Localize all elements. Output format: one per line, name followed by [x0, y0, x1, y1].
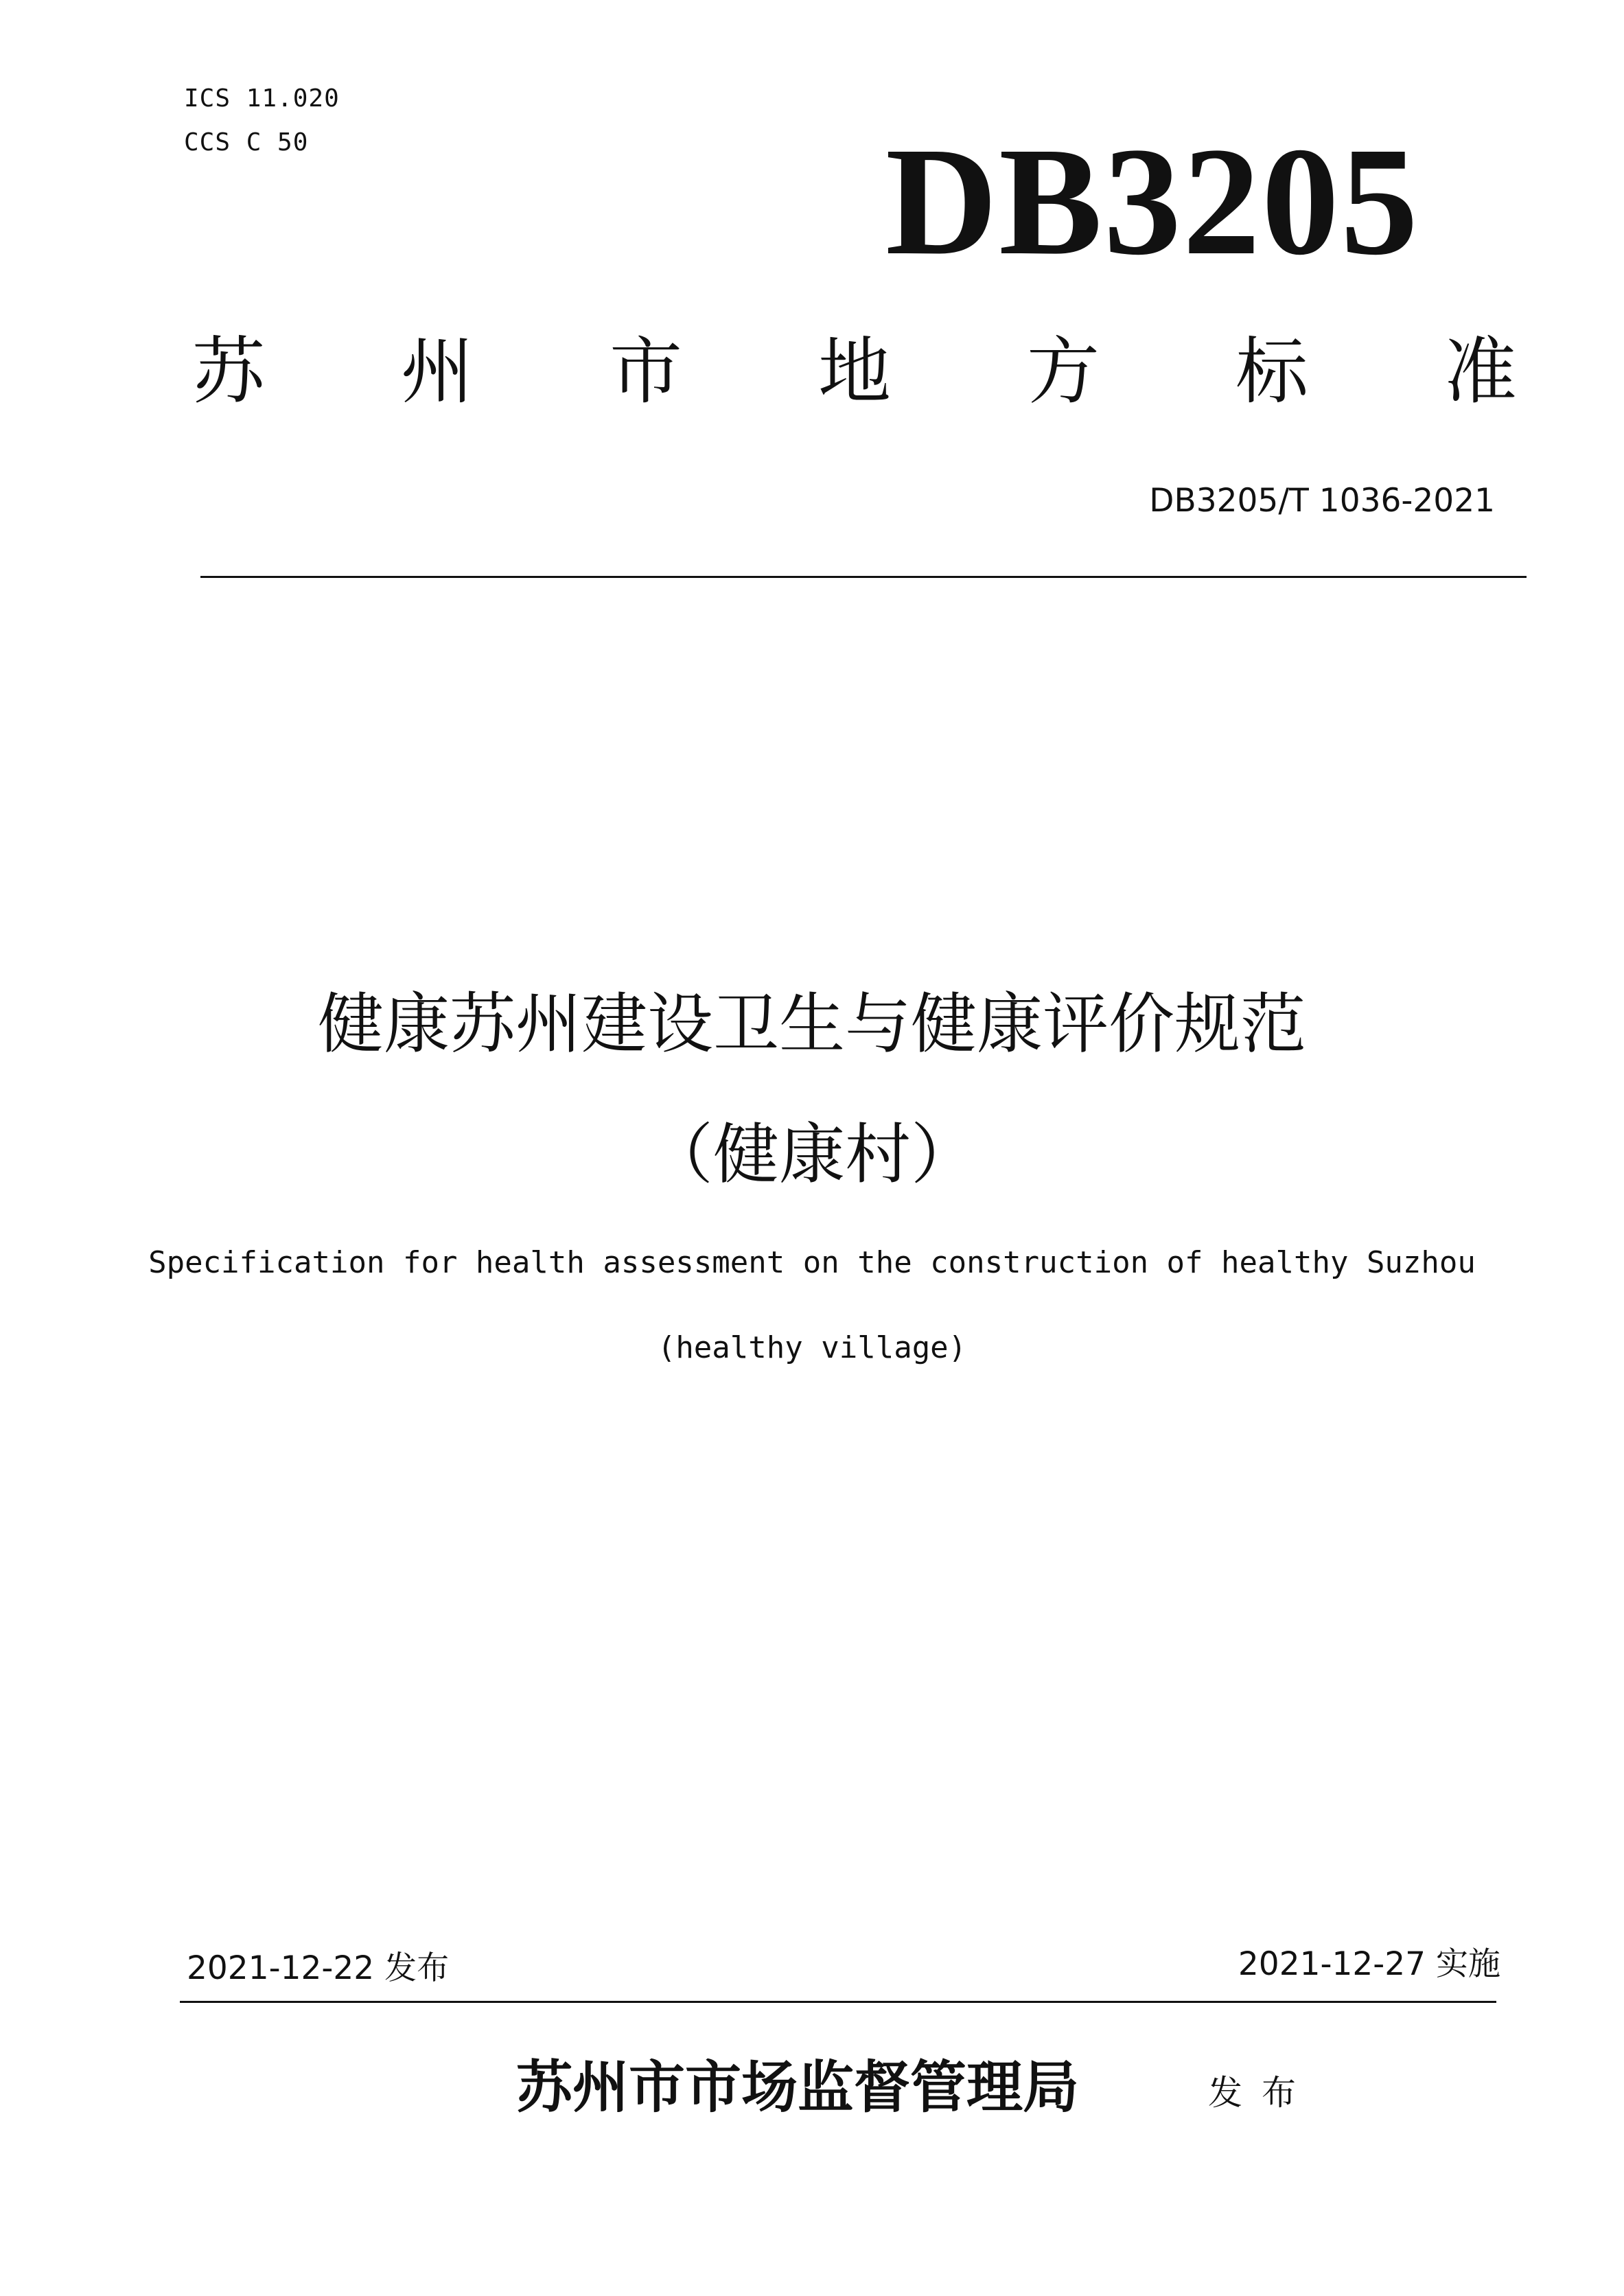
standard-type-char: 市 [610, 329, 682, 414]
effective-date: 2021-12-27 实施 [1238, 1945, 1500, 1983]
standard-type-char: 苏 [192, 329, 265, 414]
standard-code-heading: DB3205 [885, 115, 1419, 287]
standard-type-char: 地 [818, 329, 891, 414]
standard-type-char: 州 [401, 329, 474, 414]
ics-code: ICS 11.020 [184, 84, 340, 113]
standard-type-char: 方 [1027, 329, 1100, 414]
bottom-divider [180, 2001, 1496, 2003]
issue-label: 发布 [1208, 2073, 1315, 2113]
subtitle-english: (healthy village) [657, 1330, 967, 1365]
publish-date: 2021-12-22 发布 [187, 1949, 450, 1987]
top-divider [200, 576, 1527, 578]
standard-number: DB3205/T 1036-2021 [1149, 482, 1495, 520]
standard-type-char: 准 [1444, 329, 1517, 414]
ccs-code: CCS C 50 [184, 128, 309, 156]
standard-type [192, 324, 1517, 420]
title-english: Specification for health assessment on the construction of healthy Suzhou [148, 1245, 1476, 1280]
subtitle-chinese: （健康村） [647, 1116, 977, 1193]
title-chinese: 健康苏州建设卫生与健康评价规范 [318, 986, 1306, 1063]
issuing-authority: 苏州市市场监督管理局 [516, 2054, 1080, 2120]
standard-type-char: 标 [1236, 329, 1308, 414]
